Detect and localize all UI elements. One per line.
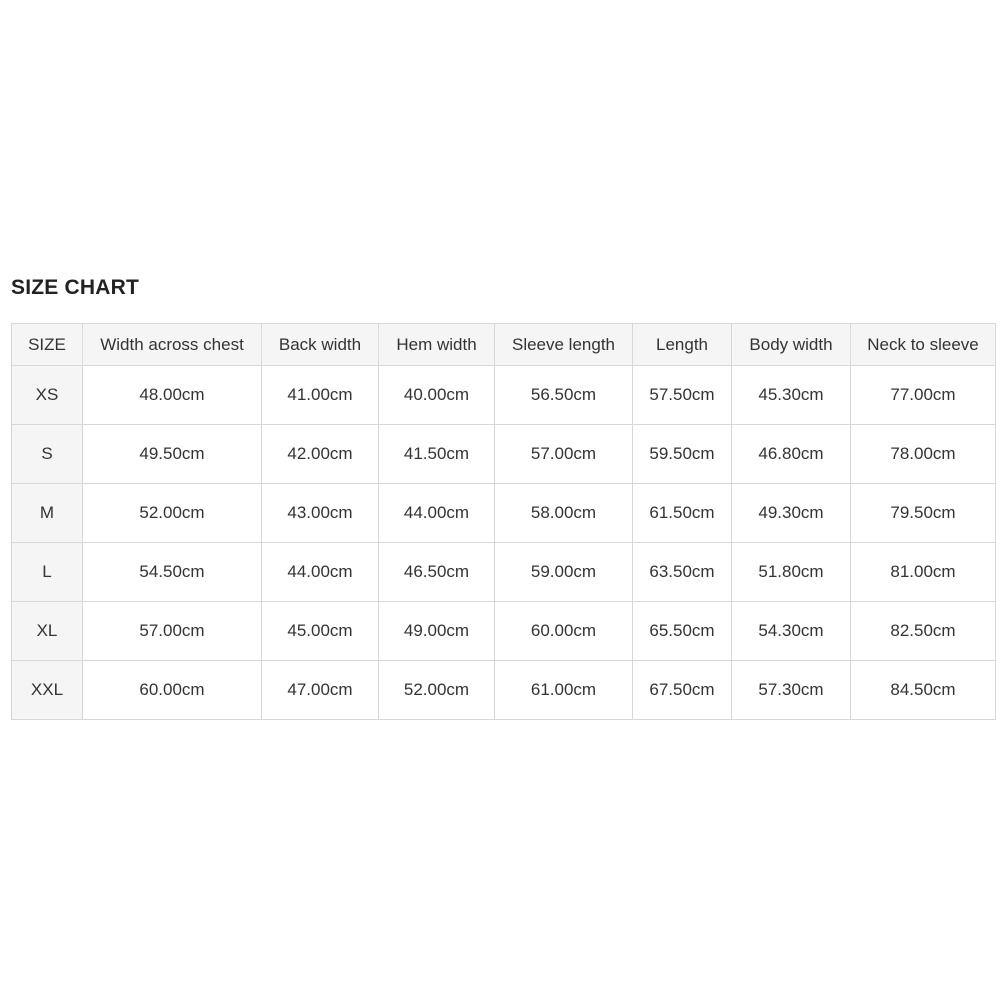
table-cell: 59.50cm: [633, 425, 732, 484]
table-cell: 57.30cm: [732, 661, 851, 720]
table-cell: 47.00cm: [262, 661, 379, 720]
table-cell: 58.00cm: [495, 484, 633, 543]
table-cell: 52.00cm: [83, 484, 262, 543]
table-header-row: [12, 324, 996, 366]
table-cell: 40.00cm: [379, 366, 495, 425]
table-cell: 59.00cm: [495, 543, 633, 602]
table-cell: 49.30cm: [732, 484, 851, 543]
table-cell: 44.00cm: [262, 543, 379, 602]
column-header-neck-to-sleeve: Neck to sleeve: [851, 324, 996, 366]
table-cell: 43.00cm: [262, 484, 379, 543]
size-cell: S: [12, 425, 83, 484]
table-cell: 81.00cm: [851, 543, 996, 602]
table-row: [12, 602, 996, 661]
table-cell: 42.00cm: [262, 425, 379, 484]
table-cell: 79.50cm: [851, 484, 996, 543]
size-cell: XXL: [12, 661, 83, 720]
table-cell: 57.00cm: [83, 602, 262, 661]
table-cell: 44.00cm: [379, 484, 495, 543]
size-chart-table: [11, 323, 996, 720]
table-cell: 46.50cm: [379, 543, 495, 602]
column-header-back-width: Back width: [262, 324, 379, 366]
table-cell: 54.50cm: [83, 543, 262, 602]
table-cell: 46.80cm: [732, 425, 851, 484]
table-cell: 56.50cm: [495, 366, 633, 425]
table-row: [12, 543, 996, 602]
table-cell: 54.30cm: [732, 602, 851, 661]
size-cell: L: [12, 543, 83, 602]
table-cell: 45.30cm: [732, 366, 851, 425]
table-row: [12, 484, 996, 543]
table-cell: 82.50cm: [851, 602, 996, 661]
table-cell: 57.50cm: [633, 366, 732, 425]
size-cell: XS: [12, 366, 83, 425]
table-cell: 57.00cm: [495, 425, 633, 484]
size-cell: M: [12, 484, 83, 543]
size-cell: XL: [12, 602, 83, 661]
table-cell: 67.50cm: [633, 661, 732, 720]
table-cell: 61.50cm: [633, 484, 732, 543]
table-cell: 60.00cm: [495, 602, 633, 661]
column-header-length: Length: [633, 324, 732, 366]
table-cell: 49.50cm: [83, 425, 262, 484]
column-header-hem-width: Hem width: [379, 324, 495, 366]
column-header-size: SIZE: [12, 324, 83, 366]
table-cell: 77.00cm: [851, 366, 996, 425]
table-row: [12, 366, 996, 425]
column-header-body-width: Body width: [732, 324, 851, 366]
table-cell: 61.00cm: [495, 661, 633, 720]
table-row: [12, 661, 996, 720]
table-cell: 52.00cm: [379, 661, 495, 720]
table-cell: 60.00cm: [83, 661, 262, 720]
table-cell: 78.00cm: [851, 425, 996, 484]
table-cell: 41.00cm: [262, 366, 379, 425]
table-cell: 84.50cm: [851, 661, 996, 720]
page-title: SIZE CHART: [11, 276, 139, 299]
table-cell: 41.50cm: [379, 425, 495, 484]
table-cell: 49.00cm: [379, 602, 495, 661]
table-cell: 63.50cm: [633, 543, 732, 602]
table-row: [12, 425, 996, 484]
column-header-sleeve-length: Sleeve length: [495, 324, 633, 366]
table-cell: 48.00cm: [83, 366, 262, 425]
table-cell: 65.50cm: [633, 602, 732, 661]
column-header-width-across-chest: Width across chest: [83, 324, 262, 366]
table-cell: 51.80cm: [732, 543, 851, 602]
table-cell: 45.00cm: [262, 602, 379, 661]
